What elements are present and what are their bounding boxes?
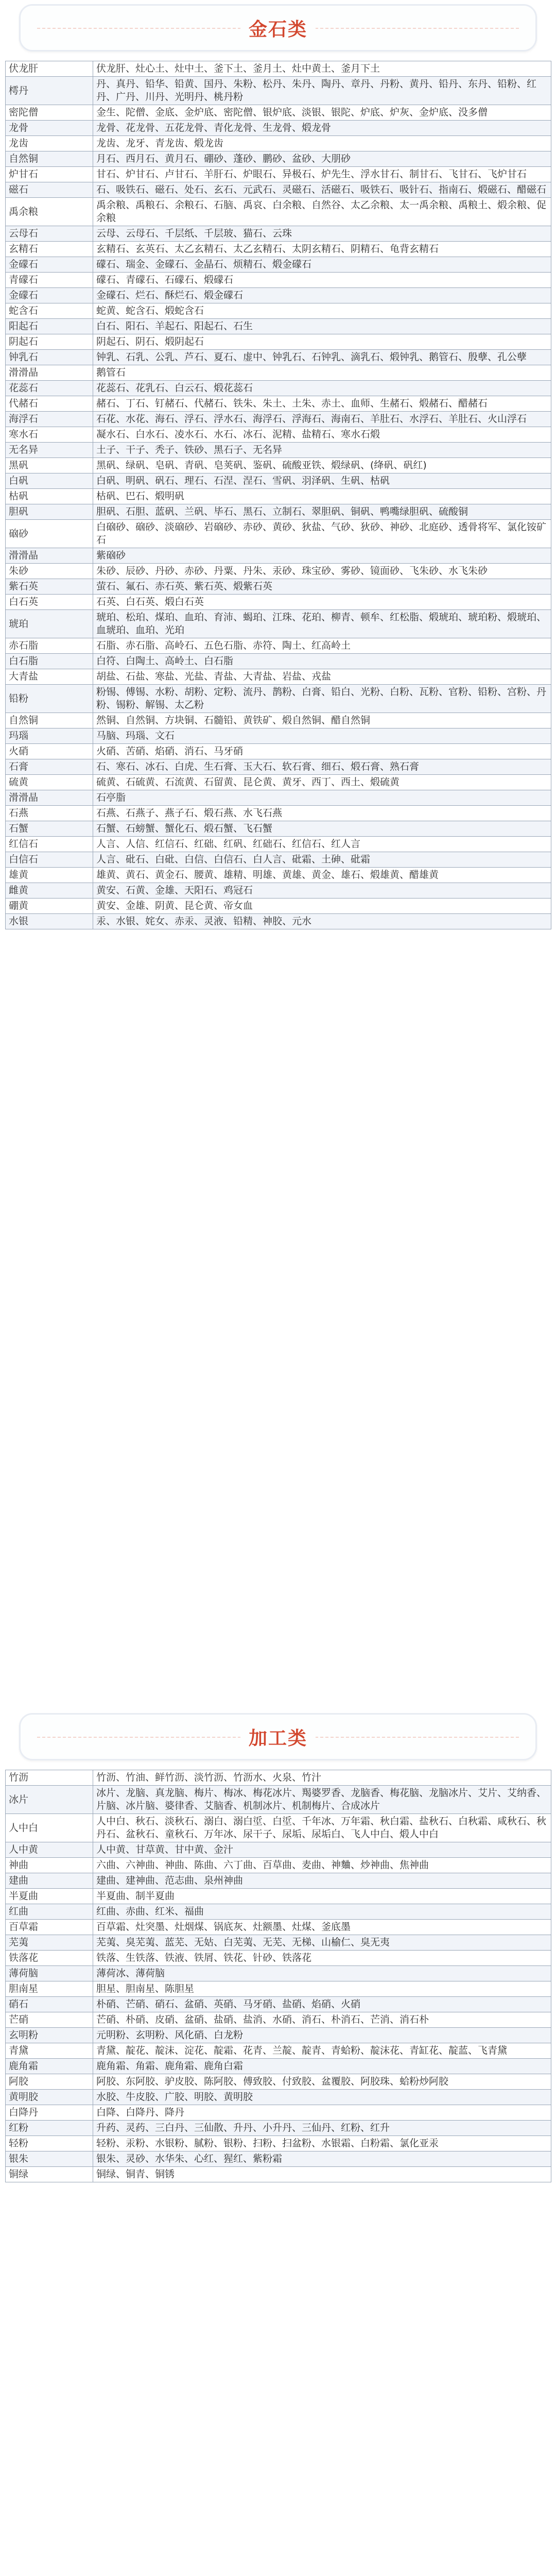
herb-name-cell: 无名异: [6, 443, 93, 458]
herb-name-cell: 硫黄: [6, 775, 93, 790]
alias-cell: 龙骨、花龙骨、五花龙骨、青化龙骨、生龙骨、煅龙骨: [93, 121, 551, 136]
table-row: [6, 914, 551, 929]
table-row: [6, 396, 551, 412]
table-row: [6, 1842, 551, 1858]
herb-name-cell: 枯矾: [6, 489, 93, 504]
table-row: [6, 775, 551, 790]
table-row: [6, 427, 551, 443]
herb-name-cell: 芜荑: [6, 1935, 93, 1951]
herb-name-cell: 伏龙肝: [6, 61, 93, 77]
table-row: [6, 713, 551, 728]
alias-cell: 红曲、赤曲、红米、福曲: [93, 1904, 551, 1920]
alias-cell: 芜荑、臭芜荑、蓝芜、无姑、白芜荑、无芜、无梯、山榆仁、臭无夷: [93, 1935, 551, 1951]
table-row: [6, 319, 551, 334]
table-row: [6, 790, 551, 806]
herb-name-cell: 冰片: [6, 1786, 93, 1814]
table-row: [6, 1997, 551, 2012]
table-row: [6, 2090, 551, 2105]
alias-cell: 礞石、青礞石、石礞石、煅礞石: [93, 273, 551, 288]
herb-name-cell: 鹿角霜: [6, 2059, 93, 2074]
alias-cell: 白石、阳石、羊起石、阳起石、石生: [93, 319, 551, 334]
section-title-box: [19, 1713, 537, 1760]
table-row: [6, 610, 551, 638]
table-row: [6, 1981, 551, 1997]
alias-cell: 人言、人信、红信石、红础、红矾、红础石、红信石、红人言: [93, 837, 551, 852]
herb-name-cell: 芒硝: [6, 2012, 93, 2028]
alias-cell: 薄荷冰、薄荷脑: [93, 1966, 551, 1981]
alias-cell: 六曲、六神曲、神曲、陈曲、六丁曲、百草曲、麦曲、神麯、炒神曲、焦神曲: [93, 1858, 551, 1873]
alias-cell: 朱砂、辰砂、丹砂、赤砂、丹粟、丹朱、汞砂、珠宝砂、雾砂、镜面砂、飞朱砂、水飞朱砂: [93, 564, 551, 579]
herb-name-cell: 阿胶: [6, 2074, 93, 2090]
alias-cell: 胆星、胆南星、陈胆星: [93, 1981, 551, 1997]
herb-name-cell: 硇砂: [6, 520, 93, 548]
alias-cell: 石、寒石、冰石、白虎、生石膏、玉大石、软石膏、细石、煅石膏、熟石膏: [93, 759, 551, 775]
processed-table-body: [6, 1770, 551, 2182]
herb-name-cell: 黄明胶: [6, 2090, 93, 2105]
alias-cell: 元明粉、玄明粉、风化硝、白龙粉: [93, 2028, 551, 2043]
table-row: [6, 412, 551, 427]
alias-cell: 凝水石、白水石、凌水石、水石、冰石、泥精、盐精石、寒水石煅: [93, 427, 551, 443]
alias-cell: 鹅管石: [93, 365, 551, 381]
alias-cell: 胆矾、石胆、蓝矾、兰矾、毕石、黑石、立制石、翠胆矾、铜矾、鸭嘴绿胆矾、硫酸铜: [93, 504, 551, 520]
alias-cell: 芒硝、朴硝、皮硝、盆硝、盐硝、盐消、水硝、消石、朴消石、芒消、消石朴: [93, 2012, 551, 2028]
herb-name-cell: 胆矾: [6, 504, 93, 520]
table-row: [6, 1920, 551, 1935]
table-row: [6, 1786, 551, 1814]
table-row: [6, 365, 551, 381]
table-row: [6, 105, 551, 121]
table-row: [6, 520, 551, 548]
herb-name-cell: 花蕊石: [6, 381, 93, 396]
alias-cell: 黄安、石黄、金雄、天阳石、鸡冠石: [93, 883, 551, 899]
table-row: [6, 121, 551, 136]
table-row: [6, 2151, 551, 2167]
alias-cell: 白符、白陶土、高岭土、白石脂: [93, 654, 551, 669]
table-row: [6, 595, 551, 610]
alias-cell: 阴起石、阴石、煅阴起石: [93, 334, 551, 350]
alias-cell: 胡盐、石盐、寒盐、光盐、青盐、大青盐、岩盐、戎盐: [93, 669, 551, 685]
table-row: [6, 1904, 551, 1920]
table-row: [6, 638, 551, 654]
herb-name-cell: 玄明粉: [6, 2028, 93, 2043]
alias-cell: 金礞石、烂石、酥烂石、煅金礞石: [93, 288, 551, 303]
herb-name-cell: 铁落花: [6, 1951, 93, 1966]
alias-cell: 赭石、丁石、钉赭石、代赭石、铁朱、朱土、土朱、赤土、血师、生赭石、煅赭石、醋赭石: [93, 396, 551, 412]
alias-cell: 丹、真丹、铅华、铅黄、国丹、朱粉、松丹、朱丹、陶丹、章丹、丹粉、黄丹、铅丹、东丹、铅粉、红丹、广丹、川丹、光明丹、桃丹粉: [93, 77, 551, 105]
alias-cell: 银朱、灵砂、水华朱、心红、猩红、紫粉霜: [93, 2151, 551, 2167]
herb-name-cell: 红曲: [6, 1904, 93, 1920]
alias-cell: 紫硇砂: [93, 548, 551, 564]
herb-name-cell: 半夏曲: [6, 1889, 93, 1904]
table-row: [6, 744, 551, 759]
table-row: [6, 381, 551, 396]
table-row: [6, 564, 551, 579]
alias-cell: 钟乳、石乳、公乳、芦石、夏石、虚中、钟乳石、石钟乳、滴乳石、煅钟乳、鹅管石、殷孽、孔公孽: [93, 350, 551, 365]
table-row: [6, 685, 551, 713]
alias-cell: 白降、白降丹、降丹: [93, 2105, 551, 2121]
table-row: [6, 2105, 551, 2121]
table-row: [6, 669, 551, 685]
herb-name-cell: 硼黄: [6, 899, 93, 914]
alias-cell: 金生、陀僧、金底、金炉底、密陀僧、银炉底、淡银、银陀、炉底、炉灰、金炉底、没多僧: [93, 105, 551, 121]
section-title-box: [19, 4, 537, 52]
table-row: [6, 1935, 551, 1951]
table-row: [6, 548, 551, 564]
table-row: [6, 473, 551, 489]
table-row: [6, 654, 551, 669]
herb-name-cell: 硝石: [6, 1997, 93, 2012]
section-minerals: [5, 4, 551, 929]
herb-name-cell: 磁石: [6, 182, 93, 198]
alias-cell: 人言、砒石、白砒、白信、白信石、白人言、砒霜、土砷、砒霜: [93, 852, 551, 868]
alias-cell: 伏龙肝、灶心土、灶中土、釜下土、釜月土、灶中黄土、釜月下土: [93, 61, 551, 77]
alias-cell: 禹余粮、禹粮石、余粮石、石脑、禹哀、白余粮、自然谷、太乙余粮、太一禹余粮、禹粮土、煅余粮、促余粮: [93, 198, 551, 226]
herb-name-cell: 阳起石: [6, 319, 93, 334]
herb-name-cell: 白信石: [6, 852, 93, 868]
herb-name-cell: 大青盐: [6, 669, 93, 685]
herb-name-cell: 寒水石: [6, 427, 93, 443]
herb-name-cell: 青黛: [6, 2043, 93, 2059]
alias-cell: 人中白、秋石、淡秋石、溺白、溺白垽、白垽、千年冰、万年霜、秋白霜、盐秋石、白秋霜、咸秋石、秋丹石、盆秋石、童秋石、万年冰、尿干子、尿垢、尿垢白、飞人中白、煅人中白: [93, 1814, 551, 1842]
alias-cell: 白硇砂、硇砂、淡硇砂、岩硇砂、赤砂、黄砂、狄盐、气砂、狄砂、神砂、北庭砂、透骨将军、氯化铵矿石: [93, 520, 551, 548]
herb-name-cell: 铅粉: [6, 685, 93, 713]
herb-name-cell: 樗丹: [6, 77, 93, 105]
processed-table: [5, 1770, 551, 2182]
herb-name-cell: 雄黄: [6, 868, 93, 883]
alias-cell: 蛇黄、蛇含石、煅蛇含石: [93, 303, 551, 319]
alias-cell: 石脂、赤石脂、高岭石、五色石脂、赤符、陶土、红高岭土: [93, 638, 551, 654]
alias-cell: 萤石、氟石、赤石英、紫石英、煅紫石英: [93, 579, 551, 595]
alias-cell: 石花、水花、海石、浮石、浮水石、海浮石、浮海石、海南石、羊肚石、水浮石、羊肚石、火山浮石: [93, 412, 551, 427]
table-row: [6, 2059, 551, 2074]
table-row: [6, 303, 551, 319]
herb-name-cell: 龙骨: [6, 121, 93, 136]
herb-name-cell: 云母石: [6, 226, 93, 242]
herb-name-cell: 滑滑晶: [6, 365, 93, 381]
alias-cell: 石英、白石英、煅白石英: [93, 595, 551, 610]
table-row: [6, 759, 551, 775]
herb-name-cell: 轻粉: [6, 2136, 93, 2151]
alias-cell: 石、吸铁石、磁石、处石、玄石、元武石、灵磁石、活磁石、吸铁石、吸针石、指南石、煅磁石、醋磁石: [93, 182, 551, 198]
table-row: [6, 2012, 551, 2028]
table-row: [6, 2121, 551, 2136]
alias-cell: 粉锡、傅锡、水粉、胡粉、定粉、流丹、鹊粉、白膏、铅白、光粉、白粉、瓦粉、官粉、铅粉、宫粉、丹粉、锡粉、解锡、太乙粉: [93, 685, 551, 713]
alias-cell: 青黛、靛花、靛沫、淀花、靛霜、花青、兰靛、靛青、青蛤粉、靛沫花、青缸花、靛蓝、飞青黛: [93, 2043, 551, 2059]
herb-name-cell: 人中黄: [6, 1842, 93, 1858]
herb-name-cell: 薄荷脑: [6, 1966, 93, 1981]
alias-cell: 升药、灵药、三白丹、三仙散、升丹、小升丹、三仙丹、红粉、红升: [93, 2121, 551, 2136]
herb-name-cell: 金礞石: [6, 257, 93, 273]
herb-name-cell: 阴起石: [6, 334, 93, 350]
herb-name-cell: 玄精石: [6, 242, 93, 257]
herb-name-cell: 赤石脂: [6, 638, 93, 654]
table-row: [6, 226, 551, 242]
herb-name-cell: 竹沥: [6, 1770, 93, 1786]
table-row: [6, 2043, 551, 2059]
section-processed: [5, 1713, 551, 2182]
table-row: [6, 182, 551, 198]
alias-cell: 石燕、石燕子、燕子石、煅石燕、水飞石燕: [93, 806, 551, 821]
herb-name-cell: 滑滑晶: [6, 548, 93, 564]
alias-cell: 枯矾、巴石、煅明矾: [93, 489, 551, 504]
herb-name-cell: 密陀僧: [6, 105, 93, 121]
herb-name-cell: 水银: [6, 914, 93, 929]
alias-cell: 白矾、明矾、矾石、理石、石涅、涅石、雪矾、羽泽矾、生矾、枯矾: [93, 473, 551, 489]
herb-name-cell: 青礞石: [6, 273, 93, 288]
table-row: [6, 899, 551, 914]
herb-name-cell: 滑滑晶: [6, 790, 93, 806]
table-row: [6, 167, 551, 182]
table-row: [6, 868, 551, 883]
herb-name-cell: 自然铜: [6, 713, 93, 728]
table-row: [6, 489, 551, 504]
table-row: [6, 334, 551, 350]
minerals-table: [5, 61, 551, 929]
table-row: [6, 579, 551, 595]
table-row: [6, 1966, 551, 1981]
herb-name-cell: 胆南星: [6, 1981, 93, 1997]
herb-name-cell: 炉甘石: [6, 167, 93, 182]
herb-name-cell: 蛇含石: [6, 303, 93, 319]
table-row: [6, 806, 551, 821]
table-row: [6, 273, 551, 288]
alias-cell: 雄黄、黄石、黄金石、腰黄、雄精、明雄、黄雄、黄金、雄石、煅雄黄、醋雄黄: [93, 868, 551, 883]
table-row: [6, 2028, 551, 2043]
alias-cell: 百草霜、灶突墨、灶烟煤、锅底灰、灶额墨、灶煤、釜底墨: [93, 1920, 551, 1935]
herb-name-cell: 白石英: [6, 595, 93, 610]
herb-name-cell: 禹余粮: [6, 198, 93, 226]
herb-name-cell: 石膏: [6, 759, 93, 775]
alias-cell: 龙齿、龙牙、青龙齿、煅龙齿: [93, 136, 551, 151]
herb-name-cell: 紫石英: [6, 579, 93, 595]
alias-cell: 石亭脂: [93, 790, 551, 806]
herb-name-cell: 石蟹: [6, 821, 93, 837]
alias-cell: 汞、水银、姹女、赤汞、灵液、铅精、神胶、元水: [93, 914, 551, 929]
alias-cell: 水胶、牛皮胶、广胶、明胶、黄明胶: [93, 2090, 551, 2105]
alias-cell: 黄安、金雄、阴黄、昆仑黄、帝女血: [93, 899, 551, 914]
table-row: [6, 61, 551, 77]
herb-name-cell: 海浮石: [6, 412, 93, 427]
table-row: [6, 288, 551, 303]
alias-cell: 硫黄、石硫黄、石流黄、石留黄、昆仑黄、黄牙、西丁、西土、煅硫黄: [93, 775, 551, 790]
table-row: [6, 837, 551, 852]
section-title: 加工类: [240, 1724, 316, 1750]
herb-name-cell: 白矾: [6, 473, 93, 489]
herb-name-cell: 建曲: [6, 1873, 93, 1889]
alias-cell: 土子、干子、秃子、铁砂、黑石子、无名异: [93, 443, 551, 458]
herb-name-cell: 黑矾: [6, 458, 93, 473]
alias-cell: 花蕊石、花乳石、白云石、煅花蕊石: [93, 381, 551, 396]
herb-name-cell: 火硝: [6, 744, 93, 759]
table-row: [6, 198, 551, 226]
table-row: [6, 728, 551, 744]
alias-cell: 石蟹、石螃蟹、蟹化石、煅石蟹、飞石蟹: [93, 821, 551, 837]
table-row: [6, 443, 551, 458]
herb-name-cell: 人中白: [6, 1814, 93, 1842]
alias-cell: 半夏曲、制半夏曲: [93, 1889, 551, 1904]
alias-cell: 建曲、建神曲、范志曲、泉州神曲: [93, 1873, 551, 1889]
herb-name-cell: 银朱: [6, 2151, 93, 2167]
herb-name-cell: 龙齿: [6, 136, 93, 151]
table-row: [6, 77, 551, 105]
alias-cell: 然铜、自然铜、方块铜、石髓铅、黄铁矿、煅自然铜、醋自然铜: [93, 713, 551, 728]
herb-name-cell: 石燕: [6, 806, 93, 821]
table-row: [6, 504, 551, 520]
table-row: [6, 1814, 551, 1842]
alias-cell: 琥珀、松珀、煤珀、血珀、育沛、蝎珀、江珠、花珀、柳青、顿牟、红松脂、煅琥珀、琥珀粉、煅琥珀、血琥珀、血珀、光珀: [93, 610, 551, 638]
table-row: [6, 1858, 551, 1873]
table-row: [6, 1889, 551, 1904]
alias-cell: 人中黄、甘草黄、甘中黄、金汁: [93, 1842, 551, 1858]
alias-cell: 冰片、龙脑、真龙脑、梅片、梅冰、梅花冰片、羯婆罗香、龙脑香、梅花脑、龙脑冰片、艾片、艾纳香、片脑、冰片脑、婆律香、艾脑香、机制冰片、机制梅片、合成冰片: [93, 1786, 551, 1814]
alias-cell: 黑矾、绿矾、皂矾、青矾、皂荚矾、鉴矾、硫酸亚铁、煅绿矾、(绛矾、矾红): [93, 458, 551, 473]
table-row: [6, 151, 551, 167]
herb-name-cell: 白降丹: [6, 2105, 93, 2121]
herb-name-cell: 百草霜: [6, 1920, 93, 1935]
alias-cell: 鹿角霜、角霜、鹿角霜、鹿角白霜: [93, 2059, 551, 2074]
table-row: [6, 136, 551, 151]
table-row: [6, 883, 551, 899]
herb-name-cell: 琥珀: [6, 610, 93, 638]
alias-cell: 铜绿、铜青、铜锈: [93, 2167, 551, 2182]
minerals-table-body: [6, 61, 551, 929]
herb-name-cell: 白石脂: [6, 654, 93, 669]
table-row: [6, 2136, 551, 2151]
table-row: [6, 458, 551, 473]
herb-name-cell: 代赭石: [6, 396, 93, 412]
herb-name-cell: 自然铜: [6, 151, 93, 167]
herb-name-cell: 钟乳石: [6, 350, 93, 365]
table-row: [6, 821, 551, 837]
herb-name-cell: 红信石: [6, 837, 93, 852]
alias-cell: 竹沥、竹油、鲜竹沥、淡竹沥、竹沥水、火泉、竹汁: [93, 1770, 551, 1786]
table-row: [6, 1873, 551, 1889]
alias-cell: 玄精石、玄英石、太乙玄精石、太乙玄精石、太阴玄精石、阴精石、龟背玄精石: [93, 242, 551, 257]
herb-name-cell: 金礞石: [6, 288, 93, 303]
alias-cell: 甘石、炉甘石、卢甘石、羊肝石、炉眼石、异极石、炉先生、浮水甘石、制甘石、飞甘石、飞炉甘石: [93, 167, 551, 182]
alias-cell: 火硝、苦硝、焰硝、消石、马牙硝: [93, 744, 551, 759]
table-row: [6, 1951, 551, 1966]
herb-name-cell: 铜绿: [6, 2167, 93, 2182]
alias-cell: 月石、西月石、黄月石、硼砂、蓬砂、鹏砂、盆砂、大朋砂: [93, 151, 551, 167]
table-row: [6, 1770, 551, 1786]
table-row: [6, 2167, 551, 2182]
table-row: [6, 350, 551, 365]
alias-cell: 轻粉、汞粉、水银粉、腻粉、银粉、扫粉、扫盆粉、水银霜、白粉霜、氯化亚汞: [93, 2136, 551, 2151]
alias-cell: 铁落、生铁落、铁液、铁屑、铁花、针砂、铁落花: [93, 1951, 551, 1966]
herb-name-cell: 玛瑙: [6, 728, 93, 744]
herb-name-cell: 红粉: [6, 2121, 93, 2136]
table-row: [6, 242, 551, 257]
alias-cell: 马脑、玛瑙、文石: [93, 728, 551, 744]
herb-name-cell: 朱砂: [6, 564, 93, 579]
table-row: [6, 257, 551, 273]
section-title: 金石类: [240, 15, 316, 41]
table-row: [6, 2074, 551, 2090]
alias-cell: 朴硝、芒硝、硝石、盆硝、英硝、马牙硝、盐硝、焰硝、火硝: [93, 1997, 551, 2012]
herb-name-cell: 神曲: [6, 1858, 93, 1873]
alias-cell: 阿胶、东阿胶、驴皮胶、陈阿胶、傅致胶、付致胶、盆覆胶、阿胶珠、蛤粉炒阿胶: [93, 2074, 551, 2090]
alias-cell: 礞石、瑞金、金礞石、金晶石、烦精石、煅金礞石: [93, 257, 551, 273]
herb-name-cell: 雌黄: [6, 883, 93, 899]
table-row: [6, 852, 551, 868]
alias-cell: 云母、云母石、千层纸、千层玻、猫石、云珠: [93, 226, 551, 242]
